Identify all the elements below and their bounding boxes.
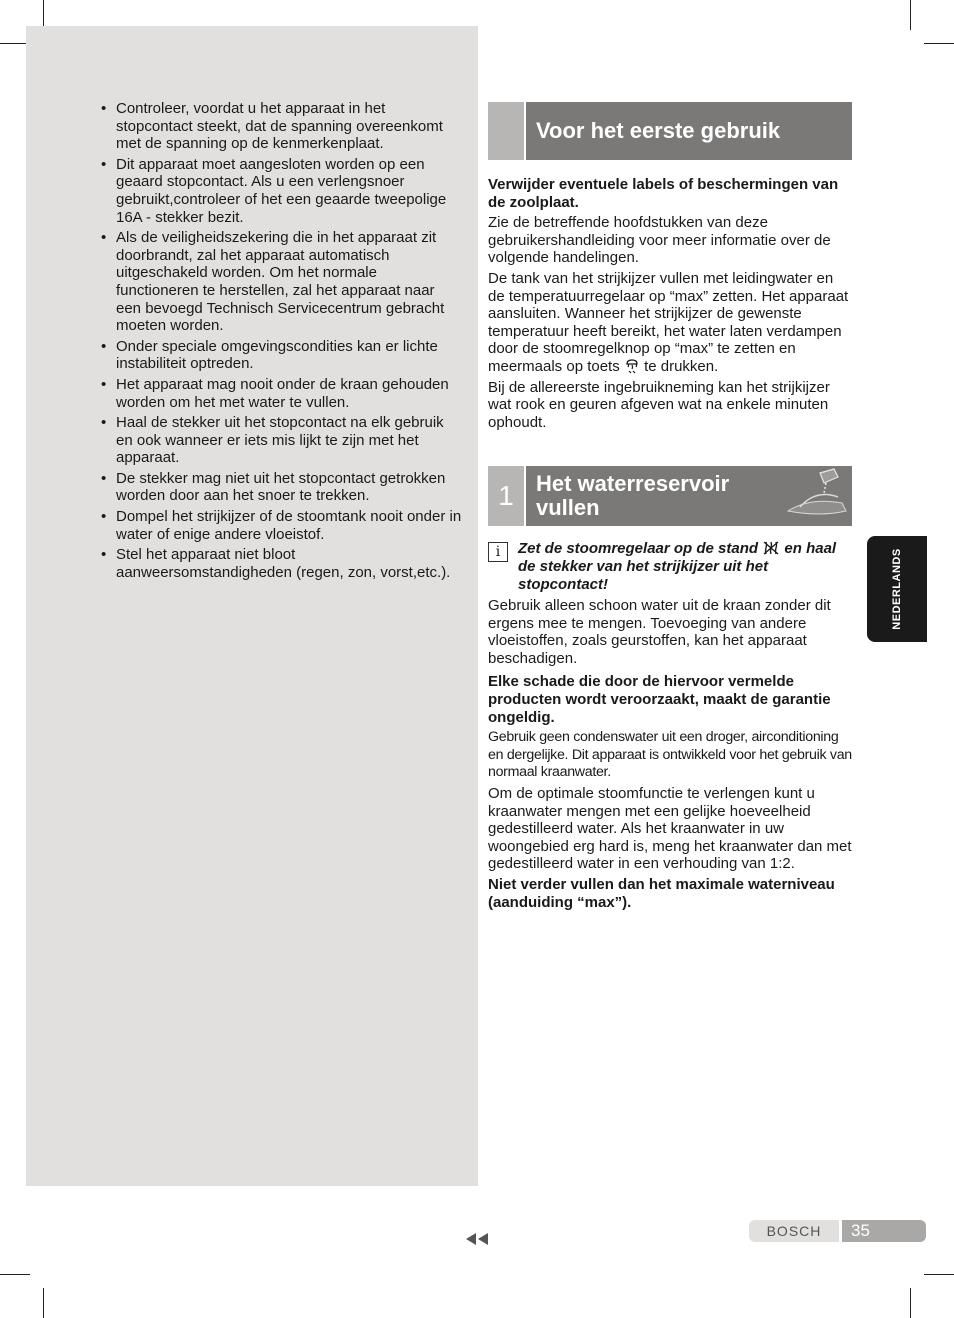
section-header-first-use bbox=[488, 102, 852, 160]
bullet-symbol: • bbox=[101, 229, 107, 247]
steam-shot-icon bbox=[624, 358, 640, 374]
list-item-text: Haal de stekker uit het stopcontact na elk gebruik en ook wanneer er iets mis lijkt te zijn met het apparaat. bbox=[116, 414, 444, 467]
brand-label: BOSCH bbox=[749, 1220, 839, 1242]
warning-text: Niet verder vullen dan het maximale waterniveau (aanduiding “max”). bbox=[488, 876, 835, 911]
safety-list bbox=[100, 100, 462, 584]
list-item bbox=[100, 376, 462, 411]
list-item-text: Stel het apparaat niet bloot aanweersomstandigheden (regen, zon, vorst,etc.). bbox=[116, 546, 451, 581]
section-number: 1 bbox=[488, 466, 524, 526]
lead-instruction: Verwijder eventuele labels of beschermingen van de zoolplaat. bbox=[488, 176, 839, 211]
list-item bbox=[100, 338, 462, 373]
warning-text: Elke schade die door de hiervoor vermelde producten wordt veroorzaakt, maakt de garantie ongeldig. bbox=[488, 673, 831, 726]
section-title: Het waterreservoir vullen bbox=[526, 466, 852, 526]
paragraph: De tank van het strijkijzer vullen met leidingwater en de temperatuurregelaar op “max” zetten. Het apparaat aansluiten. Wanneer het strijkijzer de gewenste temperatuur heeft bereikt, het water laten verdampen door de stoomregelknop op “max” te zetten en meermaals op toets te drukken. bbox=[488, 269, 849, 375]
section-header-fill-reservoir bbox=[488, 466, 852, 526]
language-tab[interactable] bbox=[867, 536, 927, 642]
language-label: NEDERLANDS bbox=[891, 548, 903, 630]
crop-mark bbox=[0, 1274, 30, 1275]
crop-mark bbox=[910, 0, 911, 30]
list-item-text: Onder speciale omgevingscondities kan er lichte instabiliteit optreden. bbox=[116, 337, 438, 373]
paragraph: Om de optimale stoomfunctie te verlengen kunt u kraanwater mengen met een gelijke hoeveelheid gedestilleerd water. Als het kraanwater in uw woongebied erg hard is, meng het kraanwater dan met gedestilleerd water in een verhouding van 1:2. bbox=[488, 785, 852, 873]
page-number: 35 bbox=[842, 1220, 926, 1242]
crop-mark bbox=[910, 1288, 911, 1318]
section-number-box bbox=[488, 102, 524, 160]
paragraph: Zie de betreffende hoofdstukken van deze gebruikershandleiding voor meer informatie over de volgende handelingen. bbox=[488, 214, 831, 267]
double-left-arrow-icon[interactable] bbox=[464, 1232, 490, 1246]
instructions-column bbox=[488, 102, 852, 914]
list-item-text: Als de veiligheidszekering die in het apparaat zit doorbrandt, zal het apparaat automatisch uitgeschakeld worden. Om het normale functioneren te herstellen, zal het apparaat naar een bevoegd Technisch Servicecentrum gebracht moeten worden. bbox=[116, 229, 445, 335]
bullet-symbol: • bbox=[101, 155, 107, 173]
crop-mark bbox=[43, 1288, 44, 1318]
steam-off-icon bbox=[762, 540, 780, 556]
bullet-symbol: • bbox=[101, 414, 107, 432]
list-item-text: Dompel het strijkijzer of de stoomtank nooit onder in water of enige andere vloeistof. bbox=[116, 508, 462, 543]
paragraph: Gebruik geen condenswater uit een droger, airconditioning en dergelijke. Dit apparaat is ontwikkeld voor het gebruik van normaal kraanwater. bbox=[488, 729, 852, 781]
list-item-text: Controleer, voordat u het apparaat in het stopcontact steekt, dat de spanning overeenkomt met de spanning op de kenmerkenplaat. bbox=[116, 100, 443, 153]
info-icon: i bbox=[488, 542, 508, 562]
crop-mark bbox=[924, 43, 954, 44]
iron-water-fill-icon bbox=[780, 467, 850, 523]
bullet-symbol: • bbox=[101, 508, 107, 526]
bullet-symbol: • bbox=[101, 546, 107, 564]
bullet-symbol: • bbox=[101, 100, 107, 117]
list-item bbox=[100, 229, 462, 335]
list-item bbox=[100, 414, 462, 467]
list-item-text: De stekker mag niet uit het stopcontact getrokken worden door aan het snoer te trekken. bbox=[116, 469, 446, 505]
list-item bbox=[100, 470, 462, 505]
paragraph: Gebruik alleen schoon water uit de kraan zonder dit ergens mee te mengen. Toevoeging van andere vloeistoffen, zoals geurstoffen, kan het apparaat beschadigen. bbox=[488, 597, 831, 667]
list-item-text: Dit apparaat moet aangesloten worden op een geaard stopcontact. Als u een verlengsnoer gebruikt,controleer of het een geaarde tweepolige 16A - stekker bezit. bbox=[116, 155, 447, 226]
bullet-symbol: • bbox=[101, 469, 107, 487]
info-note: i Zet de stoomregelaar op de stand en haal de stekker van het strijkijzer uit het stopcontact! bbox=[488, 540, 852, 593]
crop-mark bbox=[924, 1274, 954, 1275]
list-item-text: Het apparaat mag nooit onder de kraan gehouden worden om het met water te vullen. bbox=[116, 375, 449, 411]
bullet-symbol: • bbox=[101, 337, 107, 355]
list-item bbox=[100, 546, 462, 581]
paragraph: Bij de allereerste ingebruikneming kan het strijkijzer wat rook en geuren afgeven wat na enkele minuten ophoudt. bbox=[488, 378, 830, 431]
list-item bbox=[100, 508, 462, 543]
section-title: Voor het eerste gebruik bbox=[526, 102, 852, 160]
list-item bbox=[100, 156, 462, 226]
bullet-symbol: • bbox=[101, 375, 107, 393]
list-item bbox=[100, 100, 462, 153]
